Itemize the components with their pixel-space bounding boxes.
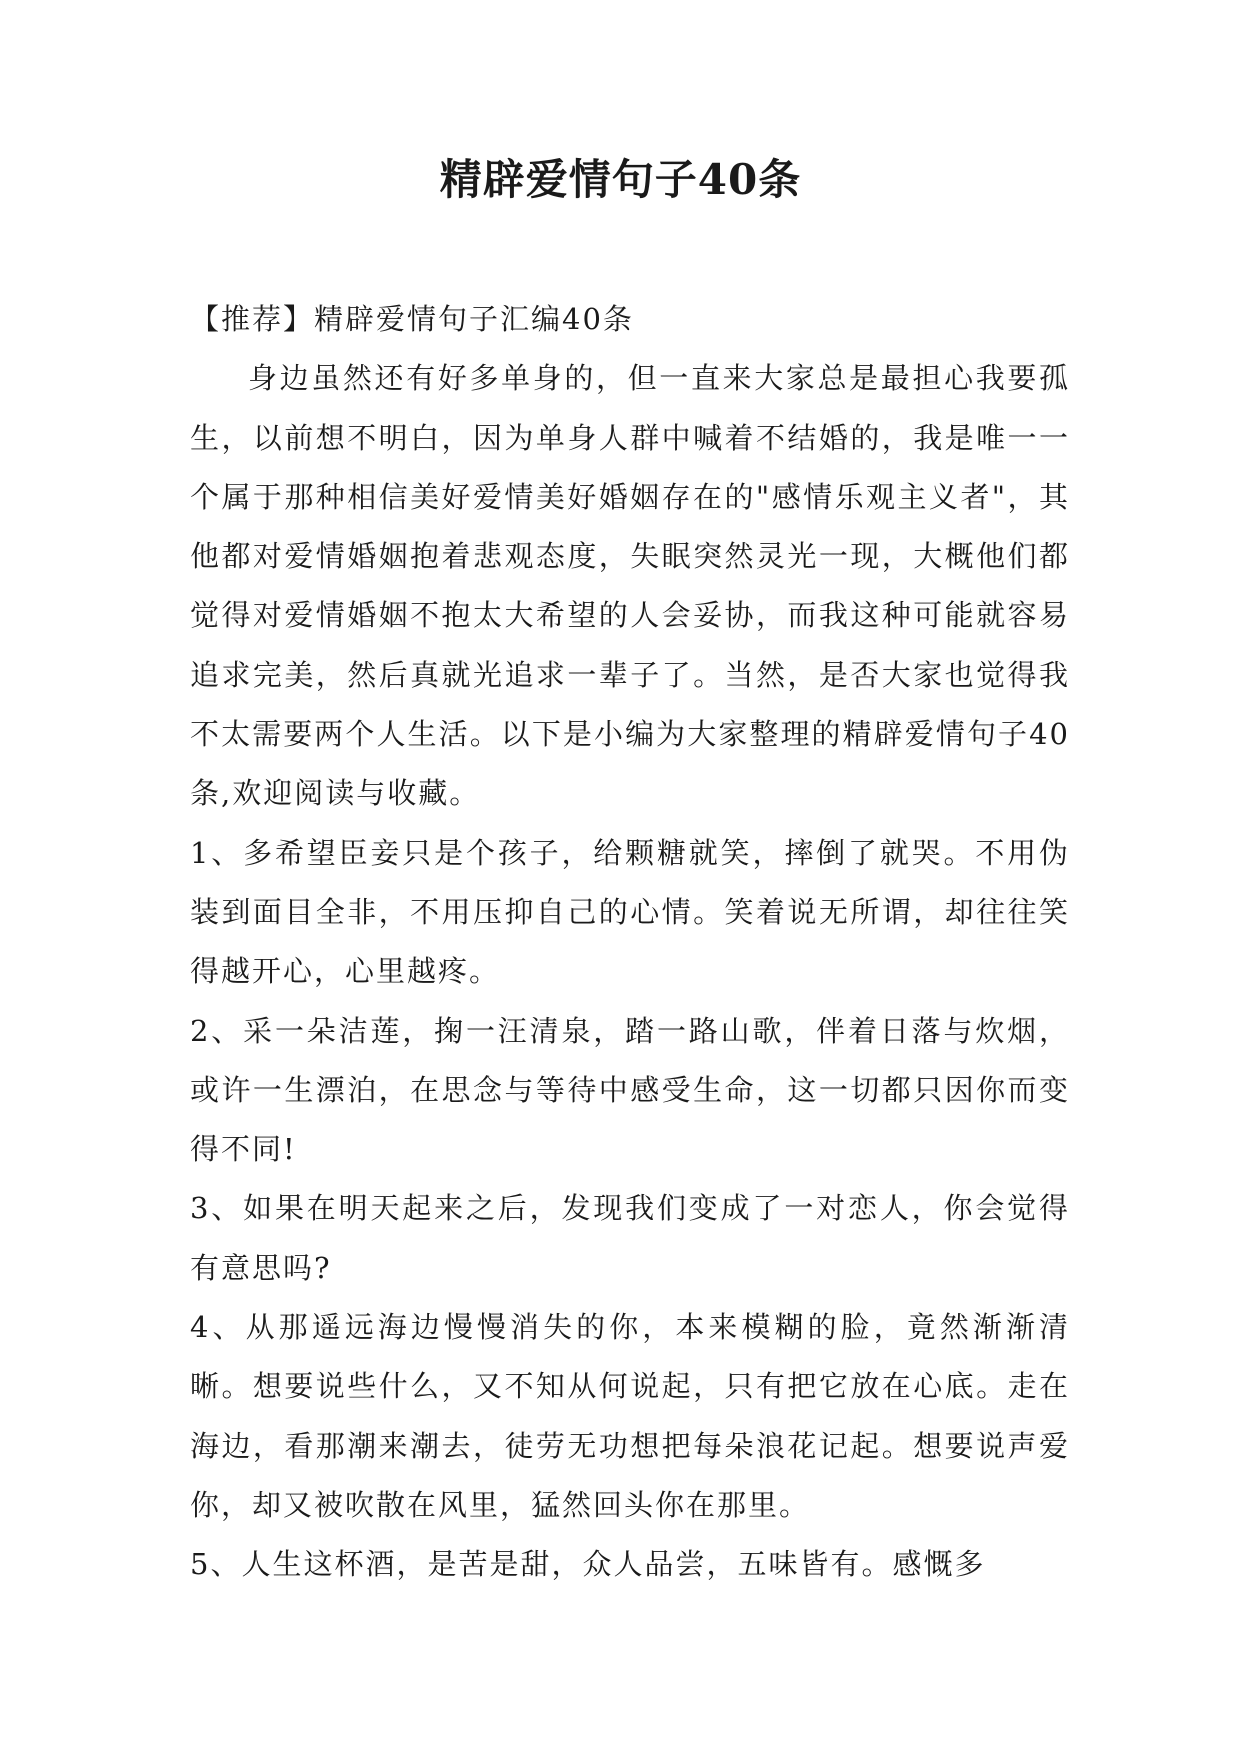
document-body xyxy=(190,290,1070,1595)
document-title: 精辟爱情句子40条 xyxy=(439,155,802,204)
list-item: 4、从那遥远海边慢慢消失的你，本来模糊的脸，竟然渐渐清晰。想要说些什么，又不知从何说起，只有把它放在心底。走在海边，看那潮来潮去，徒劳无功想把每朵浪花记起。想要说声爱你，却又被吹散在风里，猛然回头你在那里。 xyxy=(190,1310,1070,1522)
list-item: 3、如果在明天起来之后，发现我们变成了一对恋人，你会觉得有意思吗? xyxy=(190,1191,1070,1285)
intro-paragraph: 身边虽然还有好多单身的，但一直来大家总是最担心我要孤生，以前想不明白，因为单身人群中喊着不结婚的，我是唯一一个属于那种相信美好爱情美好婚姻存在的"感情乐观主义者"，其他都对爱情婚姻抱着悲观态度，失眠突然灵光一现，大概他们都觉得对爱情婚姻不抱太大希望的人会妥协，而我这种可能就容易追求完美，然后真就光追求一辈子了。当然，是否大家也觉得我不太需要两个人生活。以下是小编为大家整理的精辟爱情句子40条,欢迎阅读与收藏。 xyxy=(190,361,1070,811)
document-subtitle: 【推荐】精辟爱情句子汇编40条 xyxy=(190,302,634,336)
list-item: 5、人生这杯酒，是苦是甜，众人品尝，五味皆有。感慨多 xyxy=(190,1547,986,1582)
list-item: 2、采一朵洁莲，掬一汪清泉，踏一路山歌，伴着日落与炊烟，或许一生漂泊，在思念与等待中感受生命，这一切都只因你而变得不同! xyxy=(190,1013,1070,1167)
list-item: 1、多希望臣妾只是个孩子，给颗糖就笑，摔倒了就哭。不用伪装到面目全非，不用压抑自己的心情。笑着说无所谓，却往往笑得越开心，心里越疼。 xyxy=(190,835,1070,989)
